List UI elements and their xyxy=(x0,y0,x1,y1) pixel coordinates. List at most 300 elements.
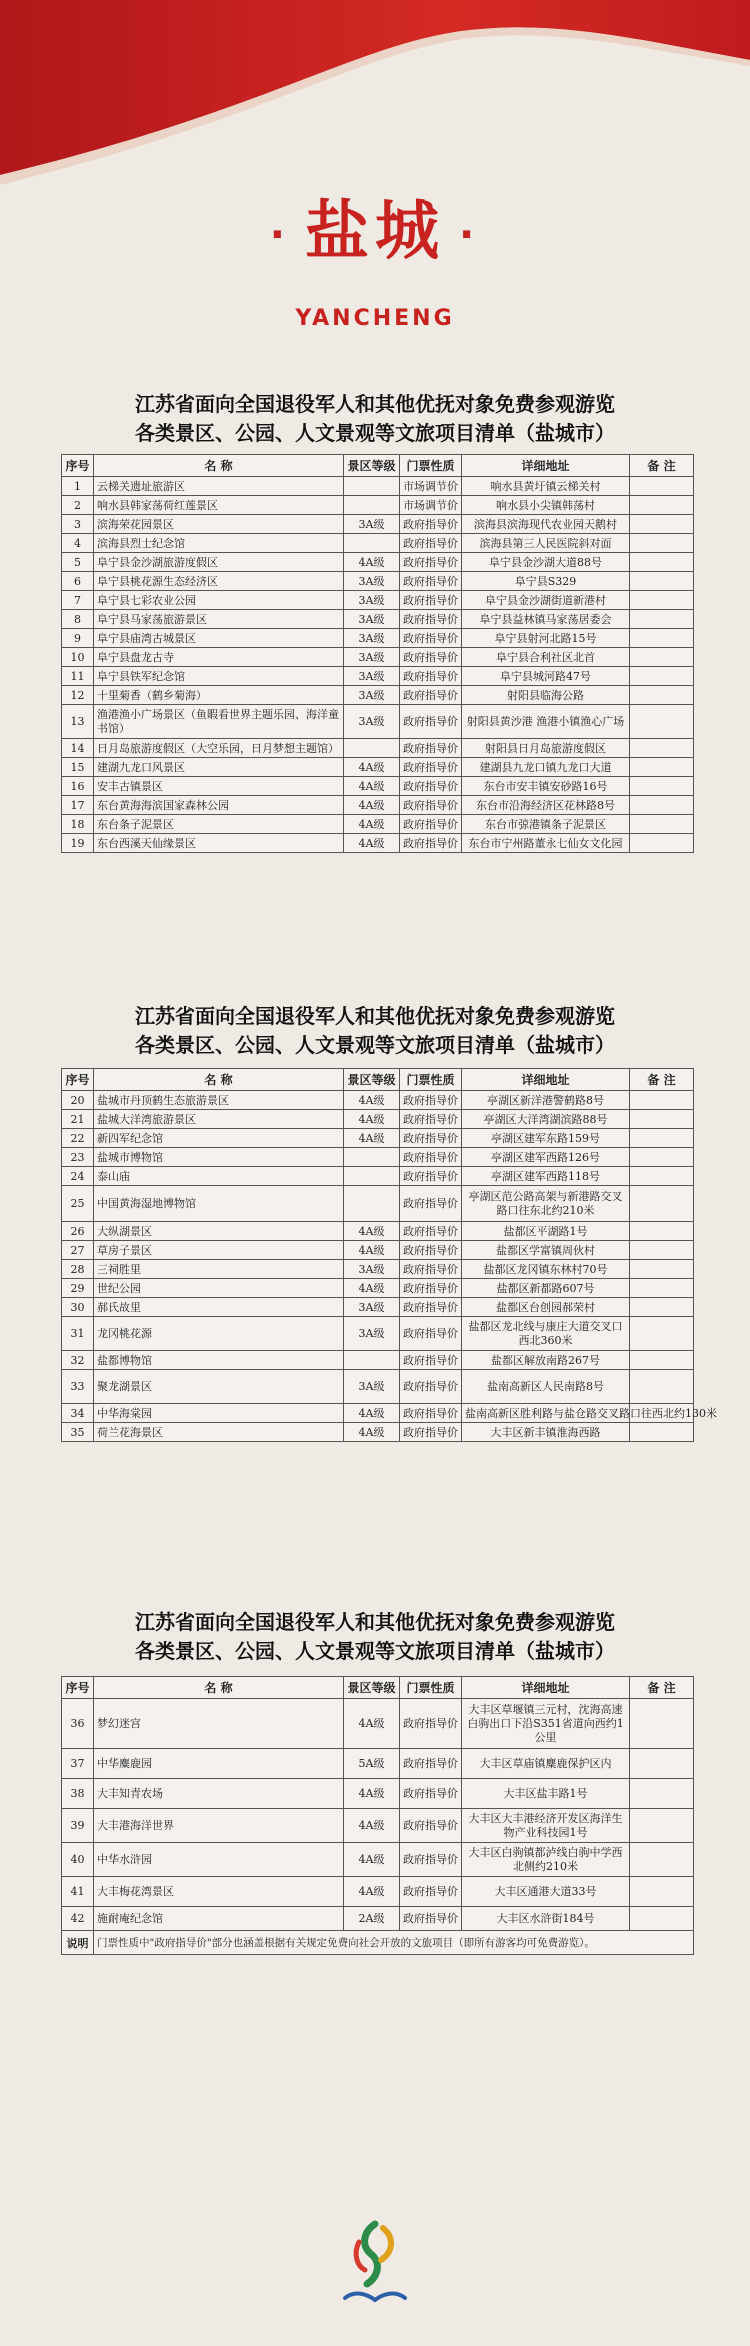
table-row xyxy=(62,1809,694,1843)
footnote-label: 说明 xyxy=(62,1931,94,1955)
scenic-level: 4A级 xyxy=(344,1279,400,1298)
section-title-line2: 各类景区、公园、人文景观等文旅项目清单（盐城市） xyxy=(135,1639,615,1663)
scenic-address: 阜宁县金沙湖街道新港村 xyxy=(462,591,630,610)
scenic-name: 滨海荣花园景区 xyxy=(94,515,344,534)
column-header: 序号 xyxy=(62,1677,94,1699)
scenic-level: 3A级 xyxy=(344,705,400,739)
row-note xyxy=(630,1351,694,1370)
table-row xyxy=(62,1167,694,1186)
row-number: 29 xyxy=(62,1279,94,1298)
ticket-type: 政府指导价 xyxy=(400,815,462,834)
column-header: 备 注 xyxy=(630,1677,694,1699)
scenic-level: 3A级 xyxy=(344,667,400,686)
scenic-level: 3A级 xyxy=(344,629,400,648)
row-note xyxy=(630,758,694,777)
row-number: 34 xyxy=(62,1404,94,1423)
column-header: 备 注 xyxy=(630,455,694,477)
scenic-address: 大丰区白驹镇都泸线白驹中学西北侧约210米 xyxy=(462,1843,630,1877)
ticket-type: 政府指导价 xyxy=(400,758,462,777)
row-number: 32 xyxy=(62,1351,94,1370)
scenic-level: 4A级 xyxy=(344,1699,400,1749)
table-header-row xyxy=(62,1677,694,1699)
ticket-type: 政府指导价 xyxy=(400,1351,462,1370)
ticket-type: 政府指导价 xyxy=(400,1167,462,1186)
scenic-table-3 xyxy=(61,1676,694,1955)
ticket-type: 政府指导价 xyxy=(400,629,462,648)
row-note xyxy=(630,629,694,648)
row-number: 26 xyxy=(62,1222,94,1241)
row-number: 6 xyxy=(62,572,94,591)
ticket-type: 政府指导价 xyxy=(400,1298,462,1317)
row-number: 30 xyxy=(62,1298,94,1317)
scenic-address: 响水县黄圩镇云梯关村 xyxy=(462,477,630,496)
scenic-name: 东台黄海海滨国家森林公园 xyxy=(94,796,344,815)
row-number: 11 xyxy=(62,667,94,686)
row-note xyxy=(630,1809,694,1843)
scenic-level: 3A级 xyxy=(344,1317,400,1351)
scenic-name: 大丰港海洋世界 xyxy=(94,1809,344,1843)
row-note xyxy=(630,1260,694,1279)
table-row xyxy=(62,1298,694,1317)
scenic-level: 4A级 xyxy=(344,1809,400,1843)
row-number: 19 xyxy=(62,834,94,853)
scenic-name: 渔港渔小广场景区（鱼暇看世界主题乐园、海洋童书馆） xyxy=(94,705,344,739)
ticket-type: 政府指导价 xyxy=(400,686,462,705)
table-row xyxy=(62,1129,694,1148)
scenic-name: 中华麋鹿园 xyxy=(94,1749,344,1779)
scenic-address: 盐南高新区胜利路与盐仓路交叉路口往西北约130米 xyxy=(462,1404,630,1423)
row-number: 27 xyxy=(62,1241,94,1260)
row-number: 38 xyxy=(62,1779,94,1809)
table-row xyxy=(62,591,694,610)
row-note xyxy=(630,1091,694,1110)
ticket-type: 市场调节价 xyxy=(400,477,462,496)
ticket-type: 政府指导价 xyxy=(400,777,462,796)
scenic-address: 盐都区新都路607号 xyxy=(462,1279,630,1298)
scenic-level: 4A级 xyxy=(344,1843,400,1877)
column-header: 门票性质 xyxy=(400,455,462,477)
scenic-level xyxy=(344,477,400,496)
scenic-level: 3A级 xyxy=(344,1370,400,1404)
scenic-address: 大丰区大丰港经济开发区海洋生物产业科技园1号 xyxy=(462,1809,630,1843)
scenic-name: 云梯关遗址旅游区 xyxy=(94,477,344,496)
table-row xyxy=(62,1699,694,1749)
scenic-level: 3A级 xyxy=(344,1298,400,1317)
table-row xyxy=(62,1091,694,1110)
row-note xyxy=(630,1241,694,1260)
table-row xyxy=(62,1148,694,1167)
column-header: 景区等级 xyxy=(344,1069,400,1091)
table-row xyxy=(62,572,694,591)
row-number: 10 xyxy=(62,648,94,667)
scenic-address: 射阳县黄沙港 渔港小镇渔心广场 xyxy=(462,705,630,739)
scenic-level xyxy=(344,1351,400,1370)
scenic-address: 盐都区学富镇周伙村 xyxy=(462,1241,630,1260)
table-row xyxy=(62,515,694,534)
row-note xyxy=(630,496,694,515)
ticket-type: 政府指导价 xyxy=(400,1260,462,1279)
scenic-name: 盐城市丹顶鹤生态旅游景区 xyxy=(94,1091,344,1110)
row-note xyxy=(630,1148,694,1167)
scenic-level: 4A级 xyxy=(344,1129,400,1148)
scenic-address: 盐南高新区人民南路8号 xyxy=(462,1370,630,1404)
row-note xyxy=(630,1167,694,1186)
scenic-address: 亭湖区新洋港警鹤路8号 xyxy=(462,1091,630,1110)
ticket-type: 政府指导价 xyxy=(400,1699,462,1749)
scenic-level: 3A级 xyxy=(344,610,400,629)
row-number: 12 xyxy=(62,686,94,705)
section-title-1 xyxy=(0,390,750,448)
row-number: 23 xyxy=(62,1148,94,1167)
column-header: 序号 xyxy=(62,1069,94,1091)
row-number: 35 xyxy=(62,1423,94,1442)
scenic-address: 大丰区盐丰路1号 xyxy=(462,1779,630,1809)
scenic-name: 阜宁县金沙湖旅游度假区 xyxy=(94,553,344,572)
table-row xyxy=(62,1877,694,1907)
row-note xyxy=(630,739,694,758)
scenic-address: 阜宁县城河路47号 xyxy=(462,667,630,686)
row-number: 33 xyxy=(62,1370,94,1404)
column-header: 景区等级 xyxy=(344,1677,400,1699)
scenic-level: 3A级 xyxy=(344,1260,400,1279)
scenic-name: 中华海棠园 xyxy=(94,1404,344,1423)
scenic-address: 盐都区龙冈镇东林村70号 xyxy=(462,1260,630,1279)
row-note xyxy=(630,1186,694,1222)
row-note xyxy=(630,796,694,815)
row-note xyxy=(630,534,694,553)
ticket-type: 政府指导价 xyxy=(400,705,462,739)
row-note xyxy=(630,1699,694,1749)
table-row xyxy=(62,1779,694,1809)
row-note xyxy=(630,553,694,572)
section-title-line2: 各类景区、公园、人文景观等文旅项目清单（盐城市） xyxy=(135,421,615,445)
scenic-name: 建湖九龙口风景区 xyxy=(94,758,344,777)
row-number: 41 xyxy=(62,1877,94,1907)
row-note xyxy=(630,610,694,629)
scenic-name: 滨海县烈士纪念馆 xyxy=(94,534,344,553)
row-number: 24 xyxy=(62,1167,94,1186)
scenic-name: 阜宁县马家荡旅游景区 xyxy=(94,610,344,629)
scenic-level: 4A级 xyxy=(344,758,400,777)
table-row xyxy=(62,777,694,796)
section-title-line2: 各类景区、公园、人文景观等文旅项目清单（盐城市） xyxy=(135,1033,615,1057)
row-number: 8 xyxy=(62,610,94,629)
scenic-level: 3A级 xyxy=(344,572,400,591)
row-number: 31 xyxy=(62,1317,94,1351)
footnote-row xyxy=(62,1931,694,1955)
section-title-line1: 江苏省面向全国退役军人和其他优抚对象免费参观游览 xyxy=(135,392,615,416)
ticket-type: 政府指导价 xyxy=(400,739,462,758)
ticket-type: 政府指导价 xyxy=(400,515,462,534)
scenic-level: 4A级 xyxy=(344,834,400,853)
ticket-type: 政府指导价 xyxy=(400,667,462,686)
section-title-line1: 江苏省面向全国退役军人和其他优抚对象免费参观游览 xyxy=(135,1610,615,1634)
scenic-level: 3A级 xyxy=(344,515,400,534)
table-row xyxy=(62,1843,694,1877)
table-row xyxy=(62,534,694,553)
row-number: 20 xyxy=(62,1091,94,1110)
scenic-name: 大纵湖景区 xyxy=(94,1222,344,1241)
scenic-name: 东台条子泥景区 xyxy=(94,815,344,834)
scenic-address: 阜宁县合利社区北首 xyxy=(462,648,630,667)
scenic-name: 草房子景区 xyxy=(94,1241,344,1260)
scenic-name: 安丰古镇景区 xyxy=(94,777,344,796)
scenic-name: 阜宁县盘龙古寺 xyxy=(94,648,344,667)
scenic-name: 新四军纪念馆 xyxy=(94,1129,344,1148)
row-number: 5 xyxy=(62,553,94,572)
scenic-name: 阜宁县桃花源生态经济区 xyxy=(94,572,344,591)
scenic-name: 中国黄海湿地博物馆 xyxy=(94,1186,344,1222)
scenic-name: 阜宁县铁军纪念馆 xyxy=(94,667,344,686)
scenic-address: 滨海县滨海现代农业园天鹅村 xyxy=(462,515,630,534)
scenic-level: 3A级 xyxy=(344,648,400,667)
ticket-type: 政府指导价 xyxy=(400,1110,462,1129)
ticket-type: 政府指导价 xyxy=(400,1129,462,1148)
scenic-level: 4A级 xyxy=(344,1779,400,1809)
column-header: 详细地址 xyxy=(462,455,630,477)
scenic-address: 盐都区平湖路1号 xyxy=(462,1222,630,1241)
column-header: 备 注 xyxy=(630,1069,694,1091)
table-row xyxy=(62,1279,694,1298)
row-note xyxy=(630,1279,694,1298)
scenic-name: 梦幻迷宫 xyxy=(94,1699,344,1749)
scenic-level xyxy=(344,739,400,758)
scenic-table-2 xyxy=(61,1068,717,1442)
scenic-name: 大丰梅花湾景区 xyxy=(94,1877,344,1907)
table-row xyxy=(62,1370,694,1404)
scenic-name: 大丰知青农场 xyxy=(94,1779,344,1809)
row-note xyxy=(630,705,694,739)
table-row xyxy=(62,1404,694,1423)
ticket-type: 政府指导价 xyxy=(400,1749,462,1779)
row-note xyxy=(630,1110,694,1129)
scenic-name: 施耐庵纪念馆 xyxy=(94,1907,344,1931)
scenic-address: 大丰区水浒街184号 xyxy=(462,1907,630,1931)
column-header: 名 称 xyxy=(94,1677,344,1699)
table-header-row xyxy=(62,455,694,477)
scenic-address: 射阳县日月岛旅游度假区 xyxy=(462,739,630,758)
row-number: 17 xyxy=(62,796,94,815)
scenic-address: 大丰区新丰镇淮海西路 xyxy=(462,1423,630,1442)
column-header: 景区等级 xyxy=(344,455,400,477)
scenic-level xyxy=(344,1186,400,1222)
row-number: 3 xyxy=(62,515,94,534)
ticket-type: 政府指导价 xyxy=(400,1317,462,1351)
row-note xyxy=(630,1317,694,1351)
scenic-address: 东台市安丰镇安砂路16号 xyxy=(462,777,630,796)
scenic-level: 4A级 xyxy=(344,1222,400,1241)
scenic-address: 亭湖区建军东路159号 xyxy=(462,1129,630,1148)
row-note xyxy=(630,1907,694,1931)
section-title-2 xyxy=(0,1002,750,1060)
row-note xyxy=(630,572,694,591)
column-header: 序号 xyxy=(62,455,94,477)
scenic-address: 大丰区草庙镇麋鹿保护区内 xyxy=(462,1749,630,1779)
scenic-name: 荷兰花海景区 xyxy=(94,1423,344,1442)
footnote-text: 门票性质中"政府指导价"部分也涵盖根据有关规定免费向社会开放的文旅项目（即所有游客均可免费游览）。 xyxy=(94,1931,694,1955)
row-note xyxy=(630,667,694,686)
ticket-type: 政府指导价 xyxy=(400,1423,462,1442)
scenic-name: 郝氏故里 xyxy=(94,1298,344,1317)
column-header: 门票性质 xyxy=(400,1069,462,1091)
row-number: 25 xyxy=(62,1186,94,1222)
table-row xyxy=(62,477,694,496)
row-note xyxy=(630,1370,694,1404)
ticket-type: 政府指导价 xyxy=(400,1809,462,1843)
scenic-address: 东台市弶港镇条子泥景区 xyxy=(462,815,630,834)
row-number: 1 xyxy=(62,477,94,496)
scenic-level: 4A级 xyxy=(344,1423,400,1442)
row-number: 13 xyxy=(62,705,94,739)
scenic-level: 3A级 xyxy=(344,591,400,610)
scenic-address: 盐都区台创园郝荣村 xyxy=(462,1298,630,1317)
table-row xyxy=(62,610,694,629)
scenic-address: 建湖县九龙口镇九龙口大道 xyxy=(462,758,630,777)
scenic-level xyxy=(344,1148,400,1167)
scenic-address: 东台市宁州路董永七仙女文化园 xyxy=(462,834,630,853)
row-number: 39 xyxy=(62,1809,94,1843)
table-row xyxy=(62,739,694,758)
table-row xyxy=(62,686,694,705)
row-note xyxy=(630,1749,694,1779)
table-header-row xyxy=(62,1069,694,1091)
ticket-type: 政府指导价 xyxy=(400,1241,462,1260)
table-row xyxy=(62,834,694,853)
table-row xyxy=(62,1907,694,1931)
ticket-type: 政府指导价 xyxy=(400,1148,462,1167)
section-title-3 xyxy=(0,1608,750,1666)
scenic-address: 阜宁县射河北路15号 xyxy=(462,629,630,648)
scenic-name: 龙冈桃花源 xyxy=(94,1317,344,1351)
row-note xyxy=(630,777,694,796)
ticket-type: 政府指导价 xyxy=(400,553,462,572)
row-note xyxy=(630,834,694,853)
row-number: 7 xyxy=(62,591,94,610)
scenic-table-1 xyxy=(61,454,694,853)
row-number: 21 xyxy=(62,1110,94,1129)
row-note xyxy=(630,686,694,705)
row-number: 9 xyxy=(62,629,94,648)
city-title: · 盐城 · xyxy=(269,195,481,269)
row-number: 2 xyxy=(62,496,94,515)
row-number: 36 xyxy=(62,1699,94,1749)
scenic-address: 射阳县临海公路 xyxy=(462,686,630,705)
table-row xyxy=(62,1241,694,1260)
row-number: 15 xyxy=(62,758,94,777)
row-note xyxy=(630,1129,694,1148)
scenic-level: 3A级 xyxy=(344,686,400,705)
row-note xyxy=(630,591,694,610)
scenic-name: 日月岛旅游度假区（大空乐园，日月梦想主题馆） xyxy=(94,739,344,758)
ticket-type: 政府指导价 xyxy=(400,1186,462,1222)
scenic-name: 盐城市博物馆 xyxy=(94,1148,344,1167)
scenic-name: 盐都博物馆 xyxy=(94,1351,344,1370)
table-row xyxy=(62,1222,694,1241)
scenic-name: 世纪公园 xyxy=(94,1279,344,1298)
table-row xyxy=(62,667,694,686)
table-row xyxy=(62,1186,694,1222)
scenic-name: 盐城大洋湾旅游景区 xyxy=(94,1110,344,1129)
scenic-address: 阜宁县益林镇马家荡居委会 xyxy=(462,610,630,629)
scenic-name: 响水县韩家荡荷红莲景区 xyxy=(94,496,344,515)
row-note xyxy=(630,1222,694,1241)
table-row xyxy=(62,815,694,834)
ticket-type: 政府指导价 xyxy=(400,591,462,610)
scenic-level: 5A级 xyxy=(344,1749,400,1779)
ticket-type: 政府指导价 xyxy=(400,610,462,629)
ticket-type: 政府指导价 xyxy=(400,1404,462,1423)
scenic-address: 盐都区解放南路267号 xyxy=(462,1351,630,1370)
table-row xyxy=(62,1749,694,1779)
scenic-name: 泰山庙 xyxy=(94,1167,344,1186)
scenic-address: 亭湖区建军西路118号 xyxy=(462,1167,630,1186)
row-note xyxy=(630,477,694,496)
row-note xyxy=(630,1298,694,1317)
row-number: 14 xyxy=(62,739,94,758)
scenic-address: 阜宁县金沙湖大道88号 xyxy=(462,553,630,572)
ticket-type: 政府指导价 xyxy=(400,1091,462,1110)
ticket-type: 政府指导价 xyxy=(400,1222,462,1241)
scenic-name: 三祠胜里 xyxy=(94,1260,344,1279)
scenic-level: 4A级 xyxy=(344,777,400,796)
ticket-type: 政府指导价 xyxy=(400,648,462,667)
scenic-level xyxy=(344,1167,400,1186)
scenic-level xyxy=(344,496,400,515)
row-note xyxy=(630,1423,694,1442)
table-row xyxy=(62,1260,694,1279)
scenic-level: 4A级 xyxy=(344,553,400,572)
table-row xyxy=(62,758,694,777)
ticket-type: 政府指导价 xyxy=(400,1370,462,1404)
row-number: 37 xyxy=(62,1749,94,1779)
table-row xyxy=(62,1110,694,1129)
table-row xyxy=(62,1351,694,1370)
scenic-name: 十里菊香（鹤乡菊海） xyxy=(94,686,344,705)
row-number: 42 xyxy=(62,1907,94,1931)
scenic-name: 阜宁县七彩农业公园 xyxy=(94,591,344,610)
scenic-address: 东台市沿海经济区花林路8号 xyxy=(462,796,630,815)
scenic-level: 4A级 xyxy=(344,1404,400,1423)
scenic-level: 4A级 xyxy=(344,1110,400,1129)
scenic-level: 4A级 xyxy=(344,1877,400,1907)
ticket-type: 政府指导价 xyxy=(400,534,462,553)
scenic-name: 聚龙湖景区 xyxy=(94,1370,344,1404)
scenic-address: 大丰区草堰镇三元村，沈海高速白驹出口下沿S351省道向西约1公里 xyxy=(462,1699,630,1749)
table-row xyxy=(62,553,694,572)
table-row xyxy=(62,1423,694,1442)
city-subtitle: YANCHENG xyxy=(295,306,455,331)
table-row xyxy=(62,796,694,815)
scenic-level: 2A级 xyxy=(344,1907,400,1931)
ticket-type: 政府指导价 xyxy=(400,796,462,815)
column-header: 详细地址 xyxy=(462,1069,630,1091)
scenic-level xyxy=(344,534,400,553)
scenic-level: 4A级 xyxy=(344,1091,400,1110)
ticket-type: 政府指导价 xyxy=(400,1279,462,1298)
ticket-type: 政府指导价 xyxy=(400,1843,462,1877)
scenic-level: 4A级 xyxy=(344,1241,400,1260)
jiangsu-tourism-logo xyxy=(325,2212,425,2312)
row-note xyxy=(630,815,694,834)
row-number: 16 xyxy=(62,777,94,796)
row-number: 22 xyxy=(62,1129,94,1148)
table-row xyxy=(62,496,694,515)
section-title-line1: 江苏省面向全国退役军人和其他优抚对象免费参观游览 xyxy=(135,1004,615,1028)
ticket-type: 政府指导价 xyxy=(400,1907,462,1931)
column-header: 名 称 xyxy=(94,1069,344,1091)
ticket-type: 政府指导价 xyxy=(400,1877,462,1907)
table-row xyxy=(62,629,694,648)
